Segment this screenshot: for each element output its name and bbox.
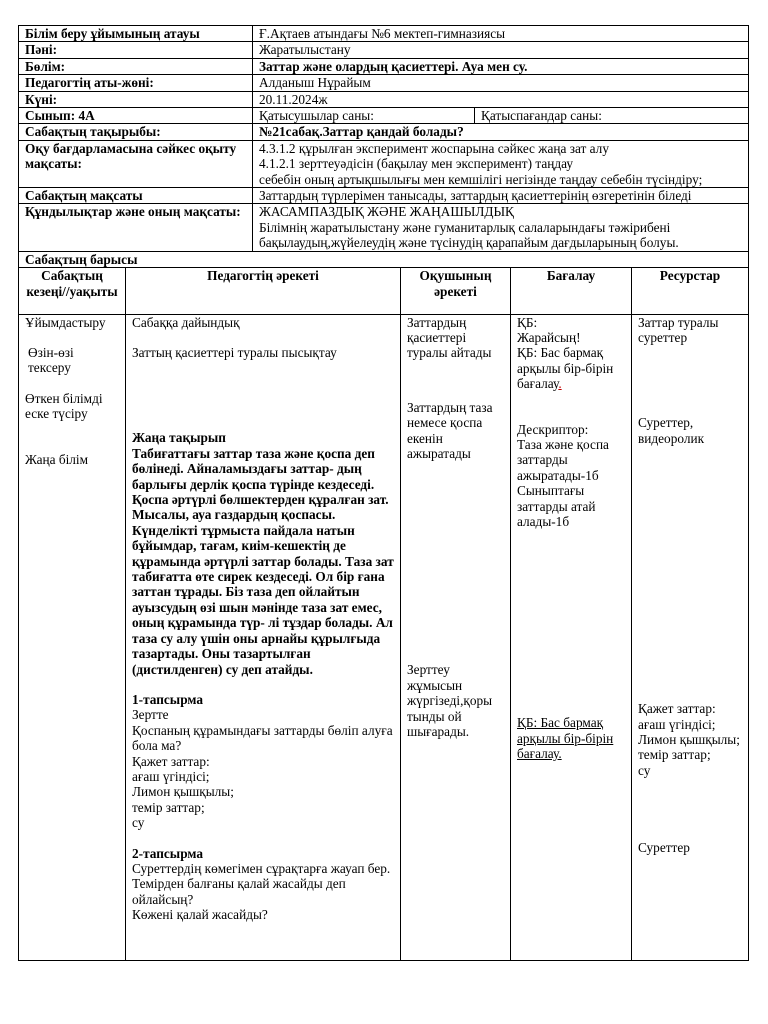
descriptor-text: Таза және қоспа заттарды ажыратады-1б Сыныптағы заттарды атай алады-1б <box>517 437 609 530</box>
task1-line: темір заттар; <box>132 799 205 815</box>
assessment-kb-2 <box>517 345 625 391</box>
resources-cell <box>632 314 749 960</box>
absent-label: Қатыспағандар саны: <box>475 108 749 124</box>
task2-line: Көженi қалай жасайды? <box>132 907 268 923</box>
values-title: ЖАСАМПАЗДЫҚ ЖӘНЕ ЖАҢАШЫЛДЫҚ <box>259 204 514 220</box>
task2-line: Суреттердің көмегімен сұрақтарға жауап бер. <box>132 860 391 876</box>
teacher-label: Педагогтің аты-жөні: <box>19 75 253 91</box>
lesson-info-table <box>18 25 749 268</box>
assessment-kb-1: ҚБ: <box>517 314 538 330</box>
assessment-praise: Жарайсың! <box>517 330 581 345</box>
task2-line: Темірден балғаны қалай жасайды деп ойлайсың? <box>132 876 346 907</box>
task1-line: Лимон қышқылы; <box>132 784 234 800</box>
teacher-row <box>19 75 749 91</box>
objectives-row <box>19 140 749 187</box>
present-label: Қатысушылар саны: <box>253 108 475 124</box>
objectives-label: Оқу бағдарламасына сәйкес оқыту мақсаты: <box>19 140 253 187</box>
resource-4: Суреттер <box>638 840 690 856</box>
goal-value: Заттардың түрлерімен танысады, заттардың қасиеттерінің өзгеретінін біледі <box>253 188 749 204</box>
goal-label: Сабақтың мақсаты <box>19 188 253 204</box>
stage-cell <box>19 314 126 960</box>
resource-2: Суреттер, видеоролик <box>638 415 705 446</box>
student-activity-1: Заттардың қасиеттері туралы айтады <box>407 314 492 361</box>
class-label: Сынып: 4А <box>19 108 253 124</box>
student-activity-2: Заттардың таза немесе қоспа екенін ажыратады <box>407 399 493 462</box>
lesson-progress-table <box>18 268 749 961</box>
teacher-cell <box>126 314 401 960</box>
task1-line: ағаш үгіндісі; <box>132 768 210 784</box>
teacher-recall: Заттың қасиеттері туралы пысықтау <box>132 345 337 360</box>
lesson-plan-page <box>18 25 748 961</box>
task2-title: 2-тапсырма <box>132 845 203 861</box>
progress-body-row <box>19 314 749 960</box>
subject-value: Жаратылыстану <box>253 42 749 58</box>
new-topic-title: Жаңа тақырып <box>132 430 226 446</box>
resource-1: Заттар туралы суреттер <box>638 314 719 345</box>
date-value: 20.11.2024ж <box>253 91 749 107</box>
task1-line: Қажет заттар: <box>132 753 210 769</box>
assessment-cell <box>511 314 632 960</box>
resource-3-line: ағаш үгіндісі; <box>638 716 716 732</box>
col-assessment-header: Бағалау <box>511 268 632 314</box>
resource-3-line: Лимон қышқылы; <box>638 732 740 748</box>
descriptor-title: Дескриптор: <box>517 421 589 437</box>
stage-selfcheck: Өзін-өзі тексеру <box>28 345 74 376</box>
objective-line: 4.1.2.1 зерттеуәдісін (бақылау мен эксперимент) таңдау <box>259 156 573 172</box>
values-label: Құндылықтар және оның мақсаты: <box>19 204 253 251</box>
progress-row <box>19 251 749 267</box>
section-label: Бөлім: <box>19 58 253 74</box>
goal-row <box>19 188 749 204</box>
teacher-value: Алданыш Нұрайым <box>253 75 749 91</box>
resource-3-line: темір заттар; <box>638 747 711 763</box>
task1-line: су <box>132 815 145 831</box>
school-row <box>19 26 749 42</box>
section-row <box>19 58 749 74</box>
class-row <box>19 108 749 124</box>
col-resources-header: Ресурстар <box>632 268 749 314</box>
progress-header-row <box>19 268 749 314</box>
stage-new-knowledge: Жаңа білім <box>25 451 89 467</box>
subject-row <box>19 42 749 58</box>
resource-3-line: Қажет заттар: <box>638 701 716 717</box>
values-value <box>253 204 749 251</box>
student-cell <box>401 314 511 960</box>
student-activity-3: Зерттеу жұмысын жүргізеді,қоры тынды ой шығарады. <box>407 662 493 740</box>
date-label: Күні: <box>19 91 253 107</box>
progress-label: Сабақтың барысы <box>19 251 749 267</box>
assessment-kb-2-text: ҚБ: Бас бармақ арқылы бір-бірін бағалау <box>517 345 614 392</box>
task1-title: 1-тапсырма <box>132 691 203 707</box>
subject-label: Пәні: <box>19 42 253 58</box>
topic-label: Сабақтың тақырыбы: <box>19 124 253 140</box>
new-topic-text: Табиғаттағы заттар таза және қоспа деп бөлінеді. Айналамыздағы заттар- дың барлығы дерлік қоспа түрінде кездеседі. Қоспа әртүрлі бөлшектерден құралған зат. Мысалы, ауа газдардың қоспасы. Күнделікті тұрмыста пайдала натын бұйымдар, тағам, киім-кешектің де құрамында әртүрлі заттар болады. Таза зат табиғатта өте сирек кездеседі. Ол бір ғана заттан тұрады. Біз таза деп ойлайтын ауызсудың өзі шын мәнінде таза зат емес, оның құрамында түр- лі тұздар болады. Ал таза су алу үшін оны арнайы құрылғыда тазартады. Оны тазартылған (дистилденген) су деп атайды. <box>132 445 394 677</box>
values-row <box>19 204 749 251</box>
values-text: Білімнің жаратылыстану және гуманитарлық салаларындағы тәжірибені бақылаудың,жүйелеудің және түсінудің қарапайым дағдыларының болуы. <box>259 219 679 251</box>
resource-3-line: су <box>638 762 651 778</box>
stage-recall: Өткен білімді еске түсіру <box>25 390 103 422</box>
objective-line: себебін оның артықшылығы мен кемшілігі негізінде таңдау себебін түсіндіру; <box>259 171 703 187</box>
section-value: Заттар және олардың қасиеттері. Ауа мен су. <box>253 58 749 74</box>
teacher-ready: Сабаққа дайындық <box>132 314 240 330</box>
assessment-kb-2-mark: . <box>558 376 562 392</box>
col-stage-header: Сабақтың кезеңі//уақыты <box>19 268 126 314</box>
objective-line: 4.3.1.2 құрылған эксперимент жоспарына сәйкес жаңа зат алу <box>259 140 609 156</box>
school-value: Ғ.Ақтаев атындағы №6 мектеп-гимназиясы <box>253 26 749 42</box>
topic-row <box>19 124 749 140</box>
date-row <box>19 91 749 107</box>
col-teacher-header: Педагогтің әрекеті <box>126 268 401 314</box>
assessment-kb-3: ҚБ: Бас бармақ арқылы бір-бірін бағалау. <box>517 715 614 762</box>
stage-organize: Ұйымдастыру <box>25 314 106 330</box>
task1-line: Зертте <box>132 707 169 723</box>
school-label: Білім беру ұйымының атауы <box>19 26 253 42</box>
task1-line: Қоспаның құрамындағы заттарды бөліп алуға бола ма? <box>132 722 393 754</box>
objectives-value <box>253 140 749 187</box>
topic-value: №21сабақ.Заттар қандай болады? <box>253 124 749 140</box>
col-student-header: Оқушының әрекеті <box>401 268 511 314</box>
